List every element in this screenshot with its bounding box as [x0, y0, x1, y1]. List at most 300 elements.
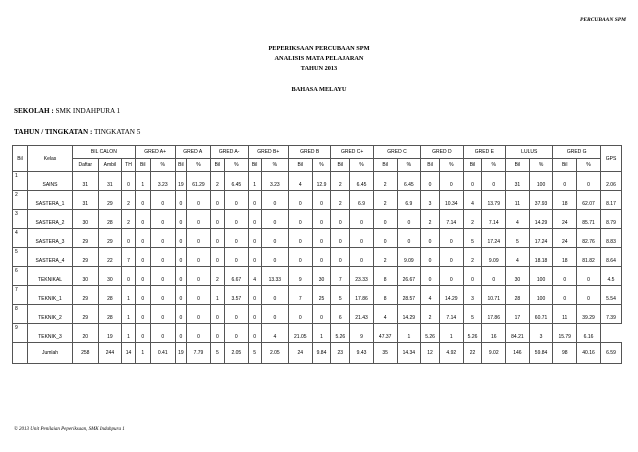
row-kelas: SASTERA_4: [28, 248, 73, 267]
table-cell: 2: [421, 305, 440, 324]
table-cell: 1: [122, 286, 135, 305]
table-cell: 0: [225, 324, 248, 343]
col-gred-header: GRED A-: [210, 146, 248, 159]
row-kelas: TEKNIK_2: [28, 305, 73, 324]
table-cell: 2: [463, 248, 482, 267]
table-cell: 0: [248, 286, 261, 305]
table-cell: 4: [248, 267, 261, 286]
table-cell: 5: [463, 305, 482, 324]
table-cell: 5: [331, 286, 350, 305]
table-cell: 7: [331, 267, 350, 286]
table-cell: 28: [98, 210, 122, 229]
table-cell: 9.09: [482, 248, 506, 267]
table-cell: 17.24: [529, 229, 553, 248]
table-cell: 0: [135, 248, 150, 267]
total-cell: 40.16: [577, 343, 601, 364]
table-cell: 0: [439, 267, 463, 286]
header-row: [13, 146, 622, 159]
col-sub-header: %: [187, 159, 211, 172]
table-cell: 100: [529, 267, 553, 286]
table-cell: 4: [506, 248, 530, 267]
school-info: [14, 107, 120, 115]
table-cell: 0: [187, 267, 211, 286]
col-sub-header: Bil: [553, 159, 577, 172]
table-cell: 0: [261, 229, 288, 248]
table-cell: 0: [553, 267, 577, 286]
table-cell: 0: [225, 248, 248, 267]
table-cell: 0: [312, 248, 331, 267]
table-cell: 0: [225, 191, 248, 210]
col-sub-header: %: [482, 159, 506, 172]
table-cell: 0: [187, 286, 211, 305]
table-row: [13, 191, 622, 210]
table-cell: 0: [210, 324, 224, 343]
col-sub-header: Bil: [210, 159, 224, 172]
table-cell: 15.79: [553, 324, 577, 343]
col-gred-header: GRED C: [373, 146, 420, 159]
table-cell: 4: [288, 172, 312, 191]
table-cell: 1: [312, 324, 331, 343]
table-row: [13, 229, 622, 248]
table-cell: 24: [553, 210, 577, 229]
table-cell: 0: [312, 305, 331, 324]
table-cell: 0: [261, 210, 288, 229]
table-cell: 0: [175, 324, 186, 343]
table-cell: 29: [73, 286, 99, 305]
table-cell: 28.57: [397, 286, 421, 305]
table-cell: 2: [331, 191, 350, 210]
table-cell: 0: [135, 267, 150, 286]
table-cell: 18: [553, 248, 577, 267]
table-cell: 0: [373, 210, 397, 229]
table-cell: 23.33: [350, 267, 374, 286]
table-cell: 16: [482, 324, 506, 343]
row-bil: 2: [13, 191, 28, 210]
table-cell: 0: [135, 324, 150, 343]
table-cell: 1: [122, 305, 135, 324]
row-bil: 5: [13, 248, 28, 267]
table-cell: 21.43: [350, 305, 374, 324]
table-cell: 0: [312, 210, 331, 229]
total-cell: 35: [373, 343, 397, 364]
table-cell: 0: [175, 305, 186, 324]
table-cell: 0: [248, 210, 261, 229]
table-cell: 61.29: [187, 172, 211, 191]
table-cell: 4: [421, 286, 440, 305]
table-cell: 5.54: [601, 286, 622, 305]
table-cell: 30: [506, 267, 530, 286]
table-cell: 0: [187, 248, 211, 267]
table-cell: 9: [288, 267, 312, 286]
total-cell: 22: [463, 343, 482, 364]
table-cell: 0: [248, 324, 261, 343]
table-cell: 17.24: [482, 229, 506, 248]
table-cell: 28: [98, 286, 122, 305]
table-cell: 0: [421, 229, 440, 248]
table-cell: 0: [553, 172, 577, 191]
table-cell: 14.29: [439, 286, 463, 305]
table-cell: 0: [187, 305, 211, 324]
table-cell: 0: [150, 229, 175, 248]
table-cell: 6.45: [225, 172, 248, 191]
table-cell: 19: [98, 324, 122, 343]
col-gred-header: GRED G: [553, 146, 601, 159]
total-cell: 244: [98, 343, 122, 364]
table-cell: 8.17: [601, 191, 622, 210]
table-cell: 3.57: [225, 286, 248, 305]
col-sub-header: %: [150, 159, 175, 172]
table-cell: 5.26: [331, 324, 350, 343]
table-cell: 3: [463, 286, 482, 305]
table-cell: 0: [577, 172, 601, 191]
table-cell: 84.21: [506, 324, 530, 343]
table-cell: 0: [577, 286, 601, 305]
table-cell: 0: [225, 305, 248, 324]
table-cell: 0: [175, 286, 186, 305]
table-cell: 3: [529, 324, 553, 343]
subject-title: BAHASA MELAYU: [291, 86, 347, 93]
table-cell: 2: [373, 248, 397, 267]
table-cell: 4: [261, 324, 288, 343]
table-cell: 0: [248, 305, 261, 324]
row-kelas: TEKNIKAL: [28, 267, 73, 286]
table-cell: 29: [73, 305, 99, 324]
table-cell: 0: [150, 191, 175, 210]
table-cell: 31: [506, 172, 530, 191]
table-cell: 0: [261, 286, 288, 305]
table-cell: 4: [506, 210, 530, 229]
table-cell: 0: [248, 248, 261, 267]
doc-title: PEPERIKSAAN PERCUBAAN SPM: [268, 45, 370, 52]
table-cell: 22: [98, 248, 122, 267]
table-cell: 2: [331, 172, 350, 191]
table-cell: 1: [210, 286, 224, 305]
table-cell: 0: [175, 191, 186, 210]
col-gred-header: GRED E: [463, 146, 505, 159]
table-cell: 0: [187, 210, 211, 229]
table-cell: 0: [122, 267, 135, 286]
table-cell: 0: [288, 248, 312, 267]
row-bil: 8: [13, 305, 28, 324]
total-cell: 9.43: [350, 343, 374, 364]
table-cell: 0: [122, 229, 135, 248]
table-cell: 3.23: [261, 172, 288, 191]
table-cell: 0: [225, 229, 248, 248]
table-cell: 82.76: [577, 229, 601, 248]
col-sub-header: %: [225, 159, 248, 172]
col-gred-header: GRED C+: [331, 146, 373, 159]
table-cell: 0: [135, 229, 150, 248]
year-info: [14, 128, 140, 136]
total-cell: 98: [553, 343, 577, 364]
table-cell: 1: [439, 324, 463, 343]
table-cell: 7.14: [439, 210, 463, 229]
table-cell: 5: [506, 229, 530, 248]
table-cell: 0: [288, 305, 312, 324]
table-cell: 0: [135, 286, 150, 305]
table-cell: 8.79: [601, 210, 622, 229]
total-cell: 5: [210, 343, 224, 364]
table-cell: 19: [175, 172, 186, 191]
col-sub-header: Ambil: [98, 159, 122, 172]
table-cell: 0: [122, 172, 135, 191]
table-cell: 85.71: [577, 210, 601, 229]
total-cell: 14: [122, 343, 135, 364]
table-cell: 2: [122, 191, 135, 210]
table-cell: 0: [150, 324, 175, 343]
table-cell: 4: [463, 191, 482, 210]
table-cell: 2: [122, 210, 135, 229]
table-cell: 6.9: [350, 191, 374, 210]
total-cell: 0.41: [150, 343, 175, 364]
table-cell: 1: [135, 172, 150, 191]
col-sub-header: Bil: [288, 159, 312, 172]
col-sub-header: TH: [122, 159, 135, 172]
school-label: SEKOLAH :: [14, 107, 54, 115]
table-cell: 0: [261, 248, 288, 267]
table-cell: 2: [421, 210, 440, 229]
col-sub-header: Bil: [248, 159, 261, 172]
table-cell: 0: [248, 229, 261, 248]
col-gps-header: GPS: [601, 146, 622, 172]
footer-copyright: © 2013 Unit Penilaian Peperiksaan, SMK Indahpura 1: [14, 427, 125, 432]
table-cell: 7.14: [439, 305, 463, 324]
row-bil: 6: [13, 267, 28, 286]
table-row: [13, 248, 622, 267]
analysis-table: [12, 145, 622, 364]
table-cell: 29: [98, 191, 122, 210]
col-sub-header: %: [529, 159, 553, 172]
table-cell: 0: [175, 267, 186, 286]
table-cell: 5: [463, 229, 482, 248]
table-cell: 0: [150, 248, 175, 267]
year-value: TINGKATAN 5: [94, 128, 141, 136]
table-cell: 60.71: [529, 305, 553, 324]
table-cell: 62.07: [577, 191, 601, 210]
col-sub-header: Bil: [421, 159, 440, 172]
table-cell: 3.23: [150, 172, 175, 191]
table-cell: 0: [210, 191, 224, 210]
table-cell: 7: [122, 248, 135, 267]
table-cell: 6: [331, 305, 350, 324]
table-cell: 0: [577, 267, 601, 286]
table-cell: 17: [506, 305, 530, 324]
table-row: [13, 267, 622, 286]
table-cell: 10.71: [482, 286, 506, 305]
row-bil: 4: [13, 229, 28, 248]
total-cell: 258: [73, 343, 99, 364]
table-cell: 0: [187, 229, 211, 248]
table-cell: 2.06: [601, 172, 622, 191]
table-cell: 0: [397, 210, 421, 229]
total-label: Jumlah: [28, 343, 73, 364]
table-cell: 26.67: [397, 267, 421, 286]
row-bil: 7: [13, 286, 28, 305]
table-cell: 31: [98, 172, 122, 191]
col-sub-header: Bil: [463, 159, 482, 172]
table-cell: 12.9: [312, 172, 331, 191]
table-cell: 24: [553, 229, 577, 248]
table-cell: 30: [73, 267, 99, 286]
table-cell: 29: [98, 229, 122, 248]
table-cell: 0: [135, 305, 150, 324]
table-cell: 0: [350, 229, 374, 248]
table-cell: 8.64: [601, 248, 622, 267]
row-bil: 9: [13, 324, 28, 343]
table-cell: 0: [187, 191, 211, 210]
table-cell: 37.93: [529, 191, 553, 210]
table-cell: 0: [331, 248, 350, 267]
table-cell: 4: [373, 305, 397, 324]
table-cell: 0: [421, 267, 440, 286]
table-cell: 0: [350, 210, 374, 229]
col-sub-header: %: [577, 159, 601, 172]
table-cell: 28: [506, 286, 530, 305]
table-cell: 0: [150, 305, 175, 324]
table-cell: 9.09: [397, 248, 421, 267]
table-cell: 0: [175, 229, 186, 248]
row-kelas: SASTERA_1: [28, 191, 73, 210]
table-row: [13, 286, 622, 305]
table-cell: 0: [397, 229, 421, 248]
col-sub-header: %: [350, 159, 374, 172]
table-cell: 17.86: [482, 305, 506, 324]
table-cell: 0: [331, 229, 350, 248]
col-kelas-header: Kelas: [28, 146, 73, 172]
table-cell: 0: [225, 210, 248, 229]
col-sub-header: %: [397, 159, 421, 172]
table-cell: 2: [373, 191, 397, 210]
table-cell: 0: [482, 267, 506, 286]
table-cell: 2: [463, 210, 482, 229]
table-cell: 6.45: [350, 172, 374, 191]
table-cell: 0: [312, 229, 331, 248]
table-cell: 0: [373, 229, 397, 248]
row-kelas: TEKNIK_1: [28, 286, 73, 305]
row-bil: 1: [13, 172, 28, 191]
col-sub-header: Bil: [135, 159, 150, 172]
table-cell: 39.29: [577, 305, 601, 324]
total-cell: 5: [248, 343, 261, 364]
table-cell: 11: [553, 305, 577, 324]
table-cell: 0: [175, 248, 186, 267]
table-cell: 0: [553, 286, 577, 305]
doc-year: TAHUN 2013: [300, 65, 338, 72]
table-cell: 4.5: [601, 267, 622, 286]
col-sub-header: Bil: [331, 159, 350, 172]
col-gred-header: LULUS: [506, 146, 553, 159]
table-row: [13, 172, 622, 191]
table-cell: 0: [210, 229, 224, 248]
table-cell: 30: [73, 210, 99, 229]
col-sub-header: %: [439, 159, 463, 172]
table-cell: 0: [187, 324, 211, 343]
row-kelas: SASTERA_2: [28, 210, 73, 229]
table-cell: 31: [73, 172, 99, 191]
table-cell: 0: [439, 172, 463, 191]
col-sub-header: %: [312, 159, 331, 172]
table-cell: 0: [261, 191, 288, 210]
table-cell: 0: [150, 210, 175, 229]
table-cell: 18: [553, 191, 577, 210]
table-cell: 7: [288, 286, 312, 305]
table-cell: 0: [350, 248, 374, 267]
table-cell: 0: [150, 286, 175, 305]
total-cell: 9.84: [312, 343, 331, 364]
table-cell: 0: [439, 229, 463, 248]
table-cell: 29: [73, 229, 99, 248]
table-cell: 17.86: [350, 286, 374, 305]
table-cell: 31: [73, 191, 99, 210]
table-cell: 0: [463, 172, 482, 191]
table-cell: 30: [98, 267, 122, 286]
table-cell: 14.29: [529, 210, 553, 229]
table-cell: 0: [210, 210, 224, 229]
table-cell: 0: [288, 210, 312, 229]
col-gred-header: GRED B+: [248, 146, 288, 159]
col-sub-header: Bil: [506, 159, 530, 172]
row-kelas: TEKNIK_3: [28, 324, 73, 343]
total-cell: 6.59: [601, 343, 622, 364]
table-cell: 30: [312, 267, 331, 286]
row-kelas: SASTERA_3: [28, 229, 73, 248]
col-gred-header: GRED B: [288, 146, 330, 159]
table-cell: 0: [135, 210, 150, 229]
table-cell: 9: [350, 324, 374, 343]
table-cell: 28: [98, 305, 122, 324]
col-bil-header: Bil: [13, 146, 28, 172]
table-cell: 0: [248, 191, 261, 210]
header-label: PERCUBAAN SPM: [580, 17, 626, 23]
table-cell: 2: [210, 267, 224, 286]
table-cell: 0: [150, 267, 175, 286]
table-cell: 5.26: [463, 324, 482, 343]
col-bil-calon-header: BIL CALON: [73, 146, 136, 159]
table-cell: 0: [175, 210, 186, 229]
table-cell: 100: [529, 286, 553, 305]
table-cell: 0: [421, 172, 440, 191]
doc-subtitle: ANALISIS MATA PELAJARAN: [274, 55, 364, 62]
table-cell: 0: [439, 248, 463, 267]
table-cell: 7.14: [482, 210, 506, 229]
total-cell: 19: [175, 343, 186, 364]
table-cell: 0: [312, 191, 331, 210]
table-row: [13, 324, 622, 343]
total-cell: 1: [135, 343, 150, 364]
col-sub-header: Daftar: [73, 159, 99, 172]
table-cell: 5.26: [421, 324, 440, 343]
total-cell: 59.84: [529, 343, 553, 364]
table-cell: 2: [373, 172, 397, 191]
total-cell: 2.05: [225, 343, 248, 364]
table-cell: 6.16: [577, 324, 601, 343]
table-cell: 14.29: [397, 305, 421, 324]
table-cell: 6.45: [397, 172, 421, 191]
total-cell: 24: [288, 343, 312, 364]
total-cell: 12: [421, 343, 440, 364]
total-cell: 14.34: [397, 343, 421, 364]
table-cell: 8.83: [601, 229, 622, 248]
table-row: [13, 305, 622, 324]
table-cell: 1: [248, 172, 261, 191]
total-row: [13, 343, 622, 364]
table-cell: 21.05: [288, 324, 312, 343]
total-cell: 4.92: [439, 343, 463, 364]
table-cell: 0: [261, 305, 288, 324]
row-kelas: SAINS: [28, 172, 73, 191]
year-label: TAHUN / TINGKATAN :: [14, 128, 93, 136]
col-sub-header: Bil: [175, 159, 186, 172]
